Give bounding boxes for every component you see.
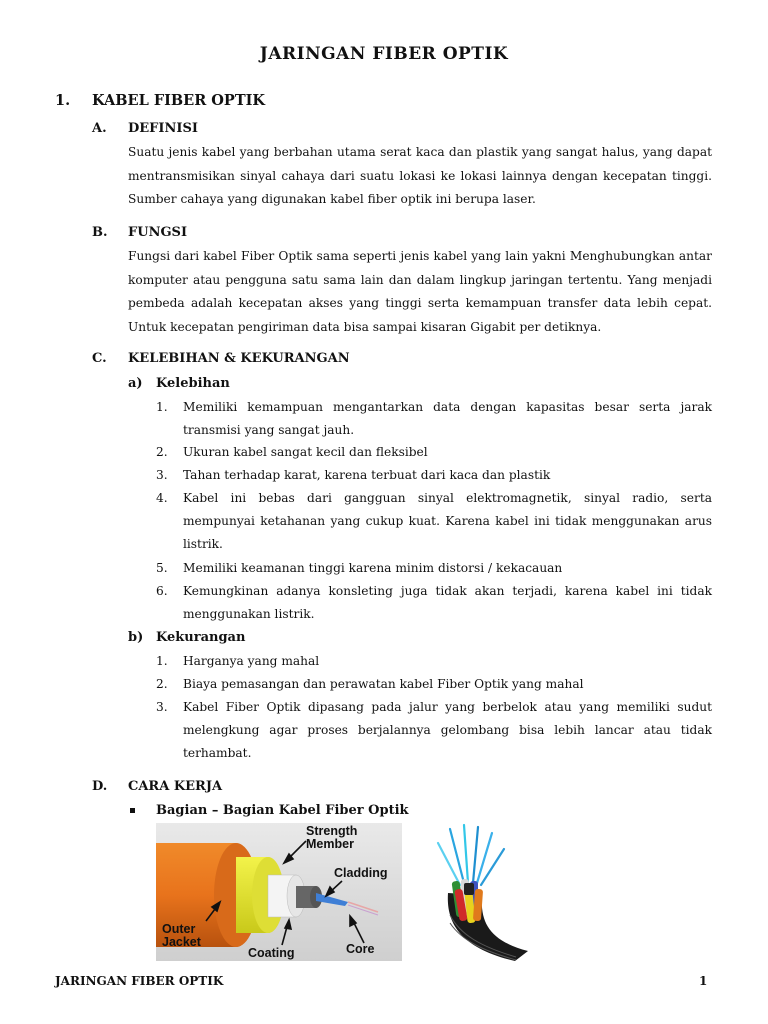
subsection-letter: C. <box>92 351 107 366</box>
list-number: 5. <box>156 561 168 575</box>
list-number: 2. <box>156 445 168 459</box>
list-item: Memiliki keamanan tinggi karena minim distorsi / kekacauan <box>183 561 563 575</box>
subsection-letter: D. <box>92 779 108 794</box>
subsection-letter: B. <box>92 225 108 240</box>
list-number: 3. <box>156 468 168 482</box>
kekurangan-heading: Kekurangan <box>156 630 246 645</box>
list-number: 4. <box>156 491 168 505</box>
subsection-title-cara-kerja: CARA KERJA <box>128 779 223 794</box>
list-item: Biaya pemasangan dan perawatan kabel Fiber Optik yang mahal <box>183 677 584 691</box>
label-cladding: Cladding <box>334 866 388 880</box>
list-item: Kabel Fiber Optik dipasang pada jalur yang berbelok atau yang memiliki sudut melengkung agar proses berjalannya gelombang bisa lebih lancar atau tidak terhambat. <box>183 700 712 761</box>
label-core: Core <box>346 942 375 956</box>
footer-title: JARINGAN FIBER OPTIK <box>55 974 224 988</box>
page-number: 1 <box>699 974 708 988</box>
list-number: 2. <box>156 677 168 691</box>
list-number: 6. <box>156 584 168 598</box>
subsection-title-fungsi: FUNGSI <box>128 225 188 240</box>
list-number: 3. <box>156 700 168 714</box>
bullet-square <box>130 808 135 813</box>
list-label: b) <box>128 630 144 645</box>
fiber-cable-photo <box>420 823 528 963</box>
list-number: 1. <box>156 654 168 668</box>
list-item: Kabel ini bebas dari gangguan sinyal elektromagnetik, sinyal radio, serta mempunyai ketahanan yang cukup kuat. Karena kabel ini tidak menggunakan arus listrik. <box>183 491 712 552</box>
label-strength-member-1: Strength <box>306 824 358 838</box>
list-label: a) <box>128 376 143 391</box>
section-number: 1. <box>55 92 71 109</box>
kelebihan-heading: Kelebihan <box>156 376 230 391</box>
subsection-title-kelebihan-kekurangan: KELEBIHAN & KEKURANGAN <box>128 351 350 366</box>
fiber-cable-diagram <box>156 823 402 961</box>
fungsi-paragraph: Fungsi dari kabel Fiber Optik sama seperti jenis kabel yang lain yakni Menghubungkan antar komputer atau pengguna satu sama lain dan dalam lingkup jaringan tertentu. Yang menjadi pembeda adalah kecepatan akses yang tinggi serta kemampuan transfer data lebih cepat. Untuk kecepatan pengiriman data bisa sampai kisaran Gigabit per detiknya. <box>128 249 712 334</box>
bullet-text: Bagian – Bagian Kabel Fiber Optik <box>156 803 409 818</box>
list-item: Tahan terhadap karat, karena terbuat dari kaca dan plastik <box>183 468 551 482</box>
label-coating: Coating <box>248 946 295 960</box>
subsection-title-definisi: DEFINISI <box>128 121 198 136</box>
fiber-cable-layers-illustration <box>156 823 402 961</box>
label-outer-jacket-2: Jacket <box>162 935 201 949</box>
label-strength-member-2: Member <box>306 837 354 851</box>
list-item: Kemungkinan adanya konsleting juga tidak akan terjadi, karena kabel ini tidak menggunakan listrik. <box>183 584 712 622</box>
section-title: KABEL FIBER OPTIK <box>92 92 266 109</box>
list-item: Memiliki kemampuan mengantarkan data dengan kapasitas besar serta jarak transmisi yang sangat jauh. <box>183 400 712 438</box>
subsection-letter: A. <box>92 121 107 136</box>
fiber-strands-illustration <box>420 823 528 963</box>
list-item: Ukuran kabel sangat kecil dan fleksibel <box>183 445 428 459</box>
label-outer-jacket-1: Outer <box>162 922 196 936</box>
list-number: 1. <box>156 400 168 414</box>
page-title: JARINGAN FIBER OPTIK <box>259 44 509 64</box>
definisi-paragraph: Suatu jenis kabel yang berbahan utama serat kaca dan plastik yang sangat halus, yang dapat mentransmisikan sinyal cahaya dari suatu lokasi ke lokasi lainnya dengan kecepatan tinggi. Sumber cahaya yang digunakan kabel fiber optik ini berupa laser. <box>128 145 712 207</box>
list-item: Harganya yang mahal <box>183 654 320 668</box>
